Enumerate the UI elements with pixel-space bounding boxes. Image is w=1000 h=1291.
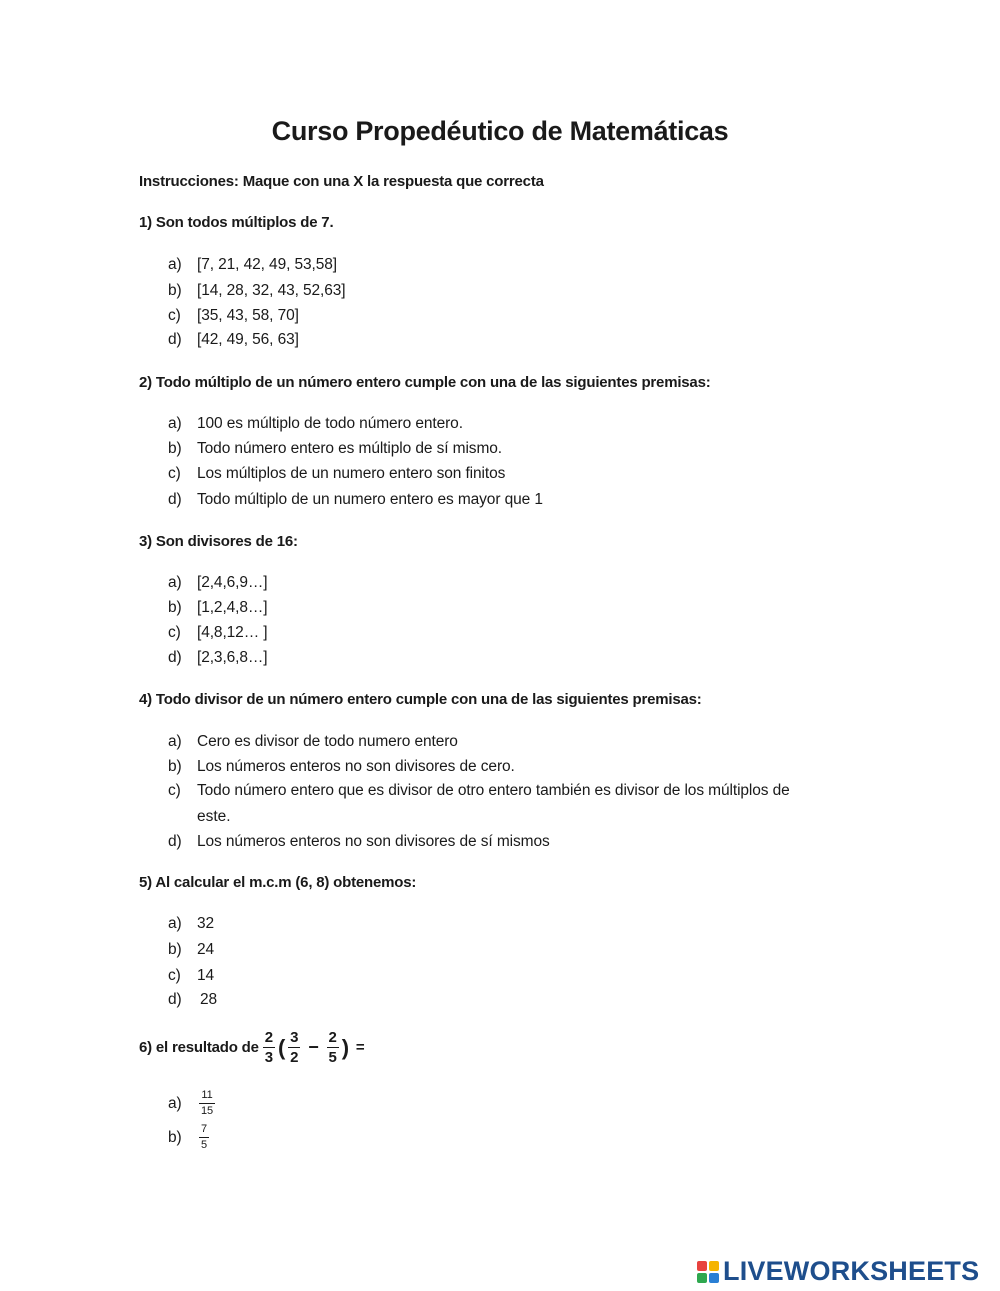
question-5-prompt: 5) Al calcular el m.c.m (6, 8) obtenemos: (139, 874, 417, 891)
fraction-three-halves: $\frac{3}{2}$ (290, 1029, 299, 1066)
question-6-prompt (139, 1030, 364, 1065)
instructions: Instrucciones: Maque con una X la respuesta que correcta (139, 173, 544, 190)
question-2-option-d[interactable]: d) Todo múltiplo de un numero entero es mayor que 1 (168, 491, 543, 508)
fraction-two-fifths: $\frac{2}{5}$ (328, 1029, 337, 1066)
question-1-prompt: 1) Son todos múltiplos de 7. (139, 214, 334, 231)
question-1-option-b[interactable]: b) [14, 28, 32, 43, 52,63] (168, 282, 346, 299)
question-5-option-c[interactable]: c) 14 (168, 967, 215, 984)
question-3-option-a[interactable]: a) [2,4,6,9…] (168, 574, 268, 591)
question-6-option-b[interactable]: b) $\frac{7}{5}$ (168, 1123, 208, 1151)
question-3-prompt: 3) Son divisores de 16: (139, 533, 298, 550)
question-2-option-b[interactable]: b) Todo número entero es múltiplo de sí mismo. (168, 440, 502, 457)
question-4-prompt: 4) Todo divisor de un número entero cumple con una de las siguientes premisas: (139, 691, 702, 708)
logo-square-red (697, 1261, 707, 1271)
question-5-option-b[interactable]: b) 24 (168, 941, 215, 958)
minus-sign: − (308, 1037, 319, 1057)
close-paren: ) (341, 1034, 349, 1060)
liveworksheets-logo[interactable] (697, 1256, 979, 1287)
logo-square-blue (709, 1273, 719, 1283)
logo-text: LIVEWORKSHEETS (723, 1256, 980, 1286)
question-3-option-b[interactable]: b) [1,2,4,8…] (168, 599, 268, 616)
question-3-option-d[interactable]: d) [2,3,6,8…] (168, 649, 268, 666)
question-2-option-c[interactable]: c) Los múltiplos de un numero entero son finitos (168, 465, 506, 482)
fraction-eleven-fifteenths: $\frac{11}{15}$ (201, 1089, 214, 1117)
logo-square-yellow (709, 1261, 719, 1271)
question-6-option-a[interactable]: a) $\frac{11}{15}$ (168, 1089, 214, 1117)
fraction-seven-fifths: $\frac{7}{5}$ (201, 1123, 208, 1151)
question-5-option-a[interactable]: a) 32 (168, 915, 215, 932)
question-5-option-d[interactable]: d) 28 (168, 991, 218, 1008)
question-4-option-d[interactable]: d) Los números enteros no son divisores de sí mismos (168, 833, 550, 850)
question-1-option-c[interactable]: c) [35, 43, 58, 70] (168, 307, 299, 324)
question-1-option-d[interactable]: d) [42, 49, 56, 63] (168, 331, 299, 348)
page-title: Curso Propedéutico de Matemáticas (271, 116, 729, 146)
question-4-option-b[interactable]: b) Los números enteros no son divisores de cero. (168, 758, 515, 775)
question-6-text: 6) el resultado de (139, 1039, 259, 1056)
logo-square-green (697, 1273, 707, 1283)
question-4-option-a[interactable]: a) Cero es divisor de todo numero entero (168, 733, 458, 750)
fraction-two-thirds: $\frac{2}{3}$ (264, 1029, 273, 1066)
question-4-option-c[interactable]: c) Todo número entero que es divisor de otro entero también es divisor de los múltiplos de (168, 782, 790, 799)
equals-sign: = (355, 1039, 365, 1056)
open-paren: ( (277, 1034, 286, 1060)
question-3-option-c[interactable]: c) [4,8,12… ] (168, 624, 268, 641)
question-1-option-a[interactable]: a) [7, 21, 42, 49, 53,58] (168, 256, 337, 273)
liveworksheets-logo-icon (697, 1261, 719, 1283)
question-4-option-c-continued: este. (197, 808, 231, 825)
question-2-prompt: 2) Todo múltiplo de un número entero cumple con una de las siguientes premisas: (139, 374, 711, 391)
question-2-option-a[interactable]: a) 100 es múltiplo de todo número entero. (168, 415, 463, 432)
